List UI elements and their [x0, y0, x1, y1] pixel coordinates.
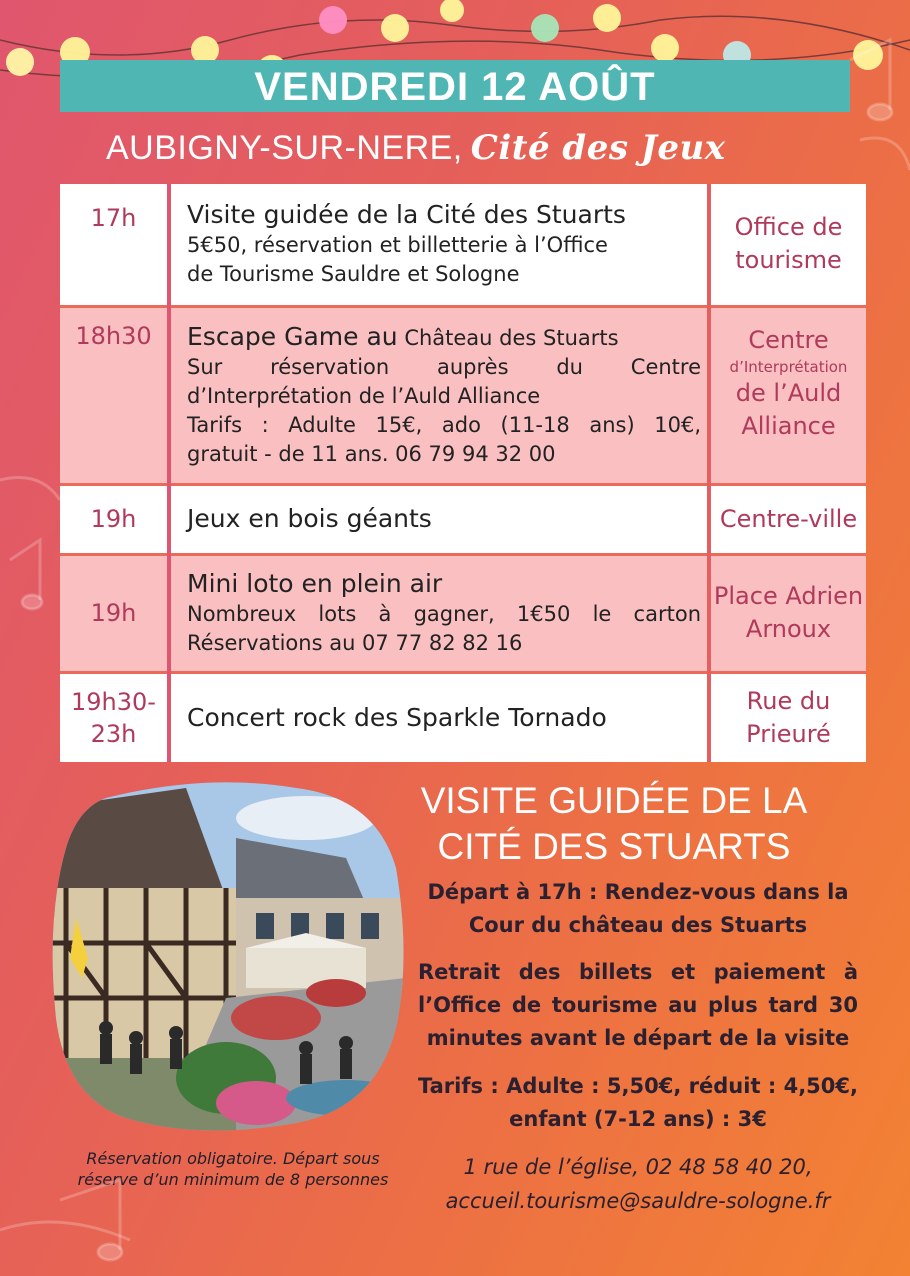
event-time: 18h30: [60, 306, 169, 484]
event-time: 19h: [60, 554, 169, 672]
event-description: [169, 484, 709, 554]
town-street-photo: [46, 778, 406, 1138]
event-detail: 5€50, réservation et billetterie à l’Office: [187, 233, 608, 258]
event-title: Visite guidée de la Cité des Stuarts: [187, 200, 626, 230]
event-description: [169, 184, 709, 306]
event-detail: gratuit - de 11 ans. 06 79 94 32 00: [187, 442, 556, 466]
event-place: Rue du Prieuré: [709, 672, 866, 762]
event-place-line: d’Interprétation: [729, 357, 848, 376]
event-detail: d’Interprétation de l’Auld Alliance: [187, 384, 541, 408]
guide-prices: Tarifs : Adulte : 5,50€, réduit : 4,50€, enfant (7-12 ans) : 3€: [418, 1074, 858, 1131]
event-place-line: de l’Auld Alliance: [735, 378, 842, 440]
event-time: 19h30-23h: [60, 672, 169, 762]
guide-title-line: VISITE GUIDÉE DE LA: [420, 780, 808, 821]
event-description: [169, 672, 709, 762]
guide-departure: Départ à 17h : Rendez-vous dans la Cour du château des Stuarts: [427, 880, 849, 937]
event-place: Office de tourisme: [709, 184, 866, 306]
table-row: [60, 306, 866, 484]
event-place: Place Adrien Arnoux: [709, 554, 866, 672]
event-place-line: Centre: [748, 325, 829, 354]
event-title: Concert rock des Sparkle Tornado: [187, 702, 607, 732]
contact-address: 1 rue de l’église, 02 48 58 40 20,: [463, 1155, 813, 1179]
town-name: AUBIGNY-SUR-NERE,: [106, 129, 463, 167]
event-time: 19h: [60, 484, 169, 554]
event-title-suffix: Château des Stuarts: [404, 326, 619, 350]
table-row: [60, 484, 866, 554]
contact-email: accueil.tourisme@sauldre-sologne.fr: [445, 1189, 831, 1213]
event-title: Mini loto en plein air: [187, 569, 443, 598]
table-row: [60, 554, 866, 672]
event-detail: Nombreux lots à gagner, 1€50 le carton: [187, 602, 701, 626]
event-time: 17h: [60, 184, 169, 306]
event-date: VENDREDI 12 AOÛT: [254, 65, 656, 109]
event-description: [169, 554, 709, 672]
event-detail: Réservations au 07 77 82 82 16: [187, 631, 523, 655]
schedule-table: [60, 184, 866, 762]
event-place: Centre-ville: [709, 484, 866, 554]
event-detail: Tarifs : Adulte 15€, ado (11-18 ans) 10€,: [187, 413, 701, 437]
event-title: Escape Game au: [187, 322, 398, 351]
table-row: [60, 672, 866, 762]
town-title: [106, 128, 726, 168]
table-row: [60, 184, 866, 306]
guide-contact: [418, 1150, 858, 1218]
event-description: [169, 306, 709, 484]
photo-caption: Réservation obligatoire. Départ sous réserve d’un minimum de 8 personnes: [77, 1149, 389, 1189]
guide-ticket-info: Retrait des billets et paiement à l’Office de tourisme au plus tard 30 minutes avant le départ de la visite: [418, 960, 858, 1050]
event-detail: de Tourisme Sauldre et Sologne: [187, 262, 520, 287]
event-place: [709, 306, 866, 484]
guide-title-line: CITÉ DES STUARTS: [437, 826, 791, 867]
town-tagline: Cité des Jeux: [470, 128, 726, 168]
event-detail: Sur réservation auprès du Centre: [187, 355, 701, 379]
event-title: Jeux en bois géants: [187, 504, 432, 533]
guide-title: [414, 778, 814, 870]
